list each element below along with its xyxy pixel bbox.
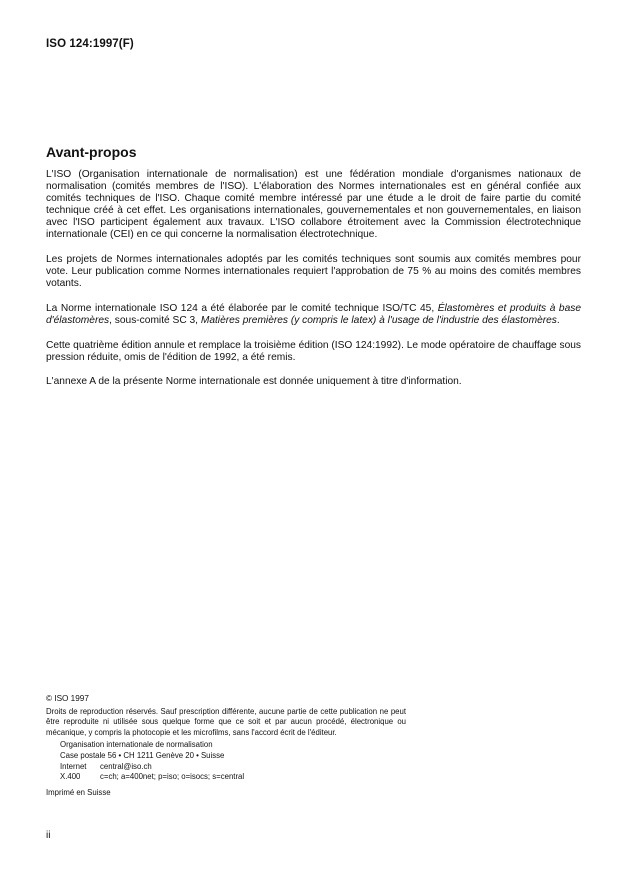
committee-text-2: , sous-comité SC 3,: [109, 314, 201, 326]
internet-value: central@iso.ch: [100, 761, 152, 771]
postal-address: Case postale 56 • CH 1211 Genève 20 • Suisse: [60, 750, 225, 760]
x400-value: c=ch; a=400net; p=iso; o=isocs; s=central: [100, 772, 245, 782]
internet-row: [60, 762, 406, 773]
paragraph-edition: Cette quatrième édition annule et remplace la troisième édition (ISO 124:1992). Le mode opératoire de chauffage sous pression réduite, omis de l'édition de 1992, a été remis.: [46, 339, 581, 363]
x400-label: X.400: [60, 772, 81, 782]
section-title: Avant-propos: [46, 144, 137, 160]
internet-label: Internet: [60, 761, 87, 771]
subcommittee-title: Matières premières (y compris le latex) à l'usage de l'industrie des élastomères: [200, 314, 557, 326]
paragraph-committee: [46, 303, 581, 327]
committee-title: Élastomères et produits à base d'élastomères: [46, 302, 582, 326]
printed-in: Imprimé en Suisse: [46, 787, 111, 797]
foreword-body: [46, 169, 581, 401]
publisher-address: [60, 740, 406, 782]
page-number: ii: [46, 830, 51, 841]
document-id: ISO 124:1997(F): [46, 38, 134, 50]
paragraph-iso-intro: L'ISO (Organisation internationale de normalisation) est une fédération mondiale d'organismes nationaux de normalisation (comités membres de l'ISO). L'élaboration des Normes internationales est en général confiée aux comités techniques de l'ISO. Chaque comité membre intéressé par une étude a le droit de faire partie du comité technique créé à cet effet. Les organisations internationales, gouvernementales et non gouvernementales, en liaison avec l'ISO participent également aux travaux. L'ISO collabore étroitement avec la Commission électrotechnique internationale (CEI) en ce qui concerne la normalisation électrotechnique.: [46, 169, 581, 241]
rights-notice: Droits de reproduction réservés. Sauf prescription différente, aucune partie de cette publication ne peut être reproduite ni utilisée sous quelque forme que ce soit et par aucun procédé, électronique ou mécanique, y compris la photocopie et les microfilms, sans l'accord écrit de l'éditeur.: [46, 706, 406, 737]
org-name: Organisation internationale de normalisation: [60, 740, 213, 750]
paragraph-voting: Les projets de Normes internationales adoptés par les comités techniques sont soumis aux comités membres pour vote. Leur publication comme Normes internationales requiert l'approbation de 75 % au moins des comités membres votants.: [46, 254, 581, 290]
paragraph-annex: L'annexe A de la présente Norme internationale est donnée uniquement à titre d'information.: [46, 376, 462, 388]
committee-text-3: .: [556, 314, 560, 326]
x400-row: [60, 772, 406, 783]
committee-text-1: La Norme internationale ISO 124 a été élaborée par le comité technique ISO/TC 45,: [46, 302, 438, 314]
copyright-block: [46, 694, 406, 798]
copyright-line: © ISO 1997: [46, 694, 89, 703]
